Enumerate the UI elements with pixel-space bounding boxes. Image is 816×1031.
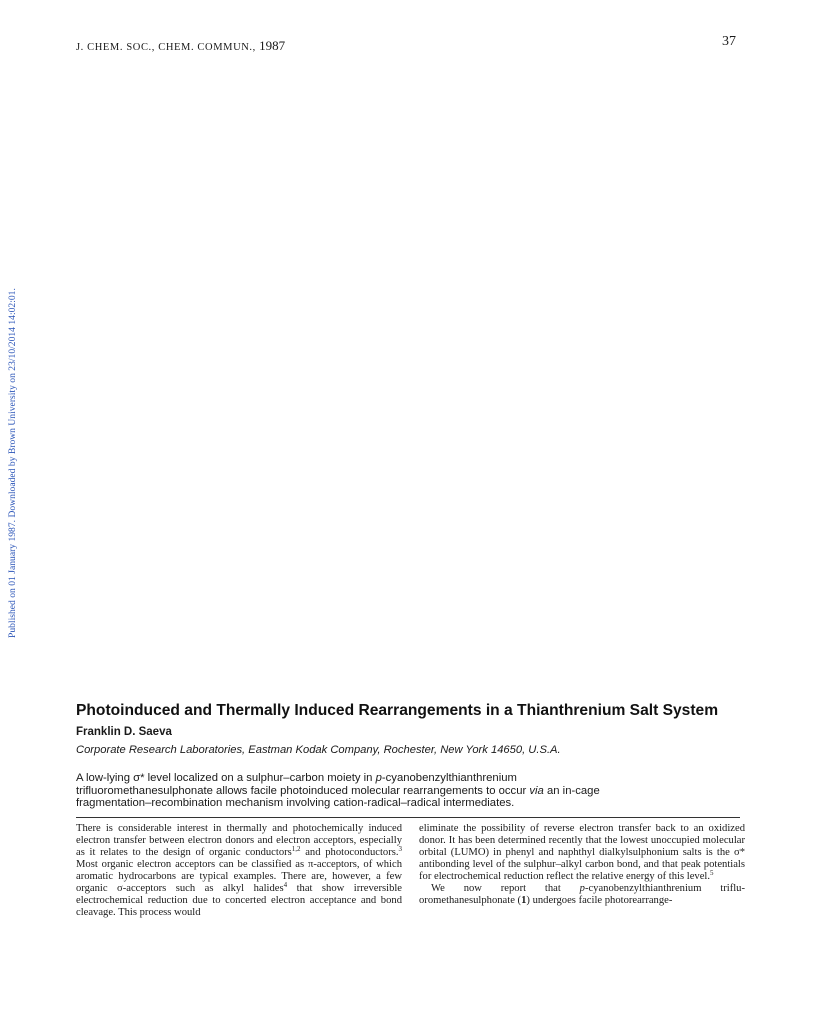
journal-name: J. CHEM. SOC., CHEM. COMMUN., xyxy=(76,42,256,53)
abstract-text: A low-lying σ* level localized on a sulphur–carbon moiety in xyxy=(76,772,376,784)
body-paragraph xyxy=(76,823,402,919)
body-text: We now report that xyxy=(431,882,580,894)
journal-year: 1987 xyxy=(259,38,286,53)
body-text: p xyxy=(579,882,585,894)
reference-marker: 1,2 xyxy=(291,844,301,853)
reference-marker: 5 xyxy=(710,868,714,877)
body-text: eliminate the possibility of reverse electron transfer back to an oxidized donor. It has been determined recently that the lowest unoccupied molecular orbital (LUMO) in phenyl and naphthyl dialkylsulphonium salts is the σ* antibonding level of the sulphur–alkyl carbon bond, and that peak potentials for electrochemical reduction reflect the relative energy of this level. xyxy=(419,823,745,882)
page-number: 37 xyxy=(722,34,736,49)
body-text: Most organic electron acceptors can be classified as π-acceptors, of which aromatic hydrocarbons are typical examples. There are, however, a few organic σ-acceptors such as alkyl halides xyxy=(76,858,402,894)
abstract-text: fragmentation–recombination mechanism involving cation-radical–radical intermediates. xyxy=(76,797,515,810)
body-paragraph xyxy=(419,823,745,883)
body-text: that show irreversible electrochemical reduction due to concerted electron acceptance and bond cleavage. This process would xyxy=(76,882,403,918)
article-author: Franklin D. Saeva xyxy=(76,726,172,738)
abstract-text: -cyanobenzylthianthrenium xyxy=(381,772,517,784)
compound-number: 1 xyxy=(521,894,527,906)
download-note xyxy=(7,230,19,638)
reference-marker: 4 xyxy=(283,880,288,889)
abstract-text: p xyxy=(375,772,382,784)
article-title: Photoinduced and Thermally Induced Rearrangements in a Thianthrenium Salt System xyxy=(76,702,719,719)
body-text: and photoconductors. xyxy=(300,846,399,858)
abstract-text: trifluoromethanesulphonate allows facile photoinduced molecular rearrangements to occur xyxy=(76,784,530,797)
running-head xyxy=(76,38,285,54)
body-text: ) undergoes facile photorearrange- xyxy=(526,894,673,906)
body-text: There is considerable interest in thermally and photochemically induced electron transfer between electron donors and electron acceptors, especially as it relates to the design of organic conductors xyxy=(76,823,402,858)
reference-marker: 3 xyxy=(398,844,402,853)
abstract-text: via xyxy=(529,784,544,797)
body-paragraph xyxy=(419,883,745,907)
body-column-left xyxy=(76,823,402,919)
download-note-link[interactable]: Published on 01 January 1987. Downloaded by Brown University on 23/10/2014 14:02:01. xyxy=(7,288,18,638)
section-divider xyxy=(76,817,740,818)
body-text: -cyanobenzylthianthrenium trifluoromethanesulphonate ( xyxy=(419,882,745,906)
article-affiliation: Corporate Research Laboratories, Eastman Kodak Company, Rochester, New York 14650, U.S.A. xyxy=(76,744,561,756)
abstract xyxy=(76,772,746,810)
body-column-right xyxy=(419,823,745,907)
abstract-text: an in-cage xyxy=(543,784,600,797)
